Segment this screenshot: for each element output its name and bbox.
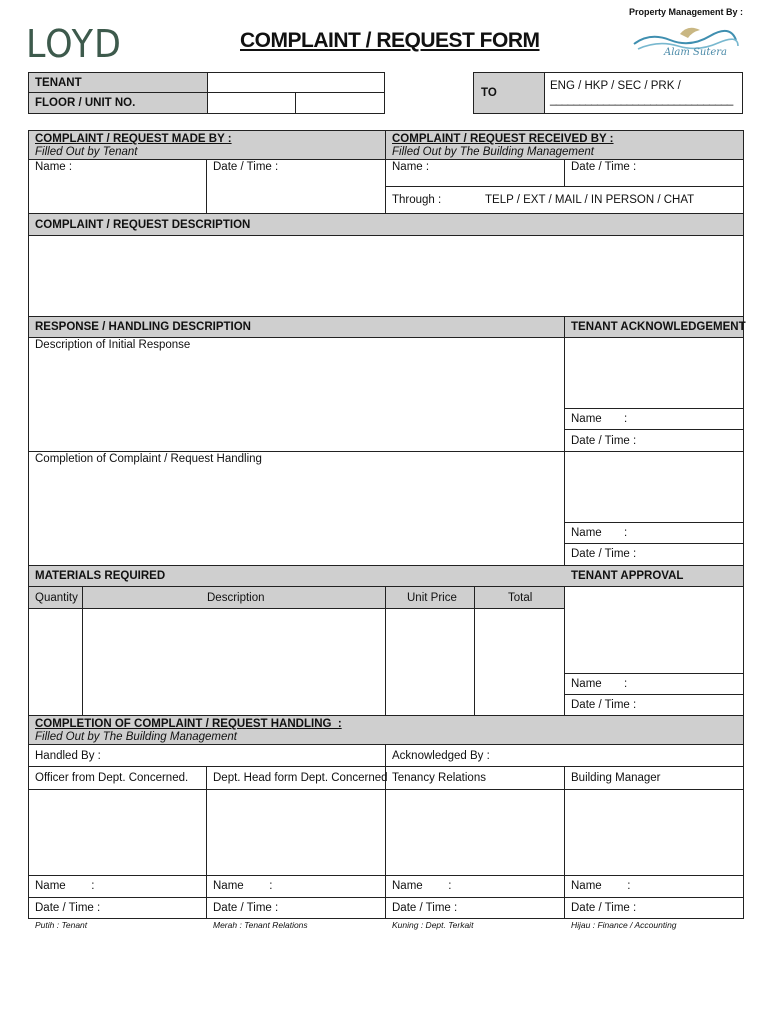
property-manager-logo [630, 22, 740, 64]
made-by-datetime-field[interactable]: Date / Time : [213, 161, 279, 173]
officer-column-label: Officer from Dept. Concerned. [35, 772, 189, 784]
approval-datetime-field[interactable]: Date / Time : [571, 699, 637, 711]
materials-title: MATERIALS REQUIRED [35, 570, 166, 582]
received-by-title: COMPLAINT / REQUEST RECEIVED BY : [392, 133, 614, 145]
tenancy-datetime-field[interactable]: Date / Time : [392, 902, 458, 914]
tenant-approval-title: TENANT APPROVAL [571, 570, 684, 582]
description-area[interactable] [29, 236, 743, 316]
made-by-subtitle: Filled Out by Tenant [35, 146, 138, 158]
footer-copy-2: Merah : Tenant Relations [213, 920, 308, 930]
dept-head-column-label: Dept. Head form Dept. Concerned [213, 772, 388, 784]
officer-datetime-field[interactable]: Date / Time : [35, 902, 101, 914]
response-title: RESPONSE / HANDLING DESCRIPTION [35, 321, 251, 333]
footer-copy-4: Hijau : Finance / Accounting [571, 920, 677, 930]
description-title: COMPLAINT / REQUEST DESCRIPTION [35, 219, 251, 231]
tenant-input-area[interactable] [207, 72, 385, 114]
ack2-datetime-field[interactable]: Date / Time : [571, 548, 637, 560]
ack2-name-field[interactable]: Name : [571, 527, 628, 539]
received-by-name-field[interactable]: Name : [392, 161, 430, 173]
tenancy-relations-column-label: Tenancy Relations [392, 772, 486, 784]
completion-label: Completion of Complaint / Request Handling [35, 453, 262, 465]
footer-copy-3: Kuning : Dept. Terkait [392, 920, 474, 930]
building-manager-column-label: Building Manager [571, 772, 661, 784]
completion-title: COMPLETION OF COMPLAINT / REQUEST HANDLING : [35, 718, 342, 730]
approval-name-field[interactable]: Name : [571, 678, 628, 690]
through-options[interactable]: TELP / EXT / MAIL / IN PERSON / CHAT [485, 194, 695, 206]
company-logo [26, 24, 130, 64]
page-title: COMPLAINT / REQUEST FORM [240, 29, 540, 52]
acknowledged-by-label: Acknowledged By : [392, 750, 490, 762]
made-by-name-field[interactable]: Name : [35, 161, 73, 173]
logo-text: LOYD [26, 22, 122, 66]
dept-head-name-field[interactable]: Name : [213, 880, 273, 892]
to-blank-line: _______________________________ [550, 94, 733, 106]
managed-by-label: Property Management By : [629, 7, 744, 17]
to-label: TO [481, 87, 497, 99]
col-unit-price: Unit Price [407, 592, 457, 604]
officer-name-field[interactable]: Name : [35, 880, 95, 892]
col-quantity: Quantity [35, 592, 78, 604]
floor-unit-label: FLOOR / UNIT NO. [35, 97, 136, 109]
col-total: Total [508, 592, 533, 604]
col-description: Description [207, 592, 265, 604]
tenant-ack-title: TENANT ACKNOWLEDGEMENT [571, 321, 746, 333]
tenant-label: TENANT [35, 77, 82, 89]
ack1-datetime-field[interactable]: Date / Time : [571, 435, 637, 447]
manager-datetime-field[interactable]: Date / Time : [571, 902, 637, 914]
to-options: ENG / HKP / SEC / PRK / [550, 80, 681, 92]
through-label: Through : [392, 194, 442, 206]
dept-head-datetime-field[interactable]: Date / Time : [213, 902, 279, 914]
tenancy-name-field[interactable]: Name : [392, 880, 452, 892]
completion-subtitle: Filled Out by The Building Management [35, 731, 237, 743]
manager-name-field[interactable]: Name : [571, 880, 631, 892]
ack1-name-field[interactable]: Name : [571, 413, 628, 425]
initial-response-label: Description of Initial Response [35, 339, 191, 351]
pm-logo-text: Alam Sutera [664, 47, 728, 58]
handled-by-label: Handled By : [35, 750, 101, 762]
received-by-subtitle: Filled Out by The Building Management [392, 146, 594, 158]
received-by-datetime-field[interactable]: Date / Time : [571, 161, 637, 173]
made-by-title: COMPLAINT / REQUEST MADE BY : [35, 133, 232, 145]
footer-copy-1: Putih : Tenant [35, 920, 88, 930]
